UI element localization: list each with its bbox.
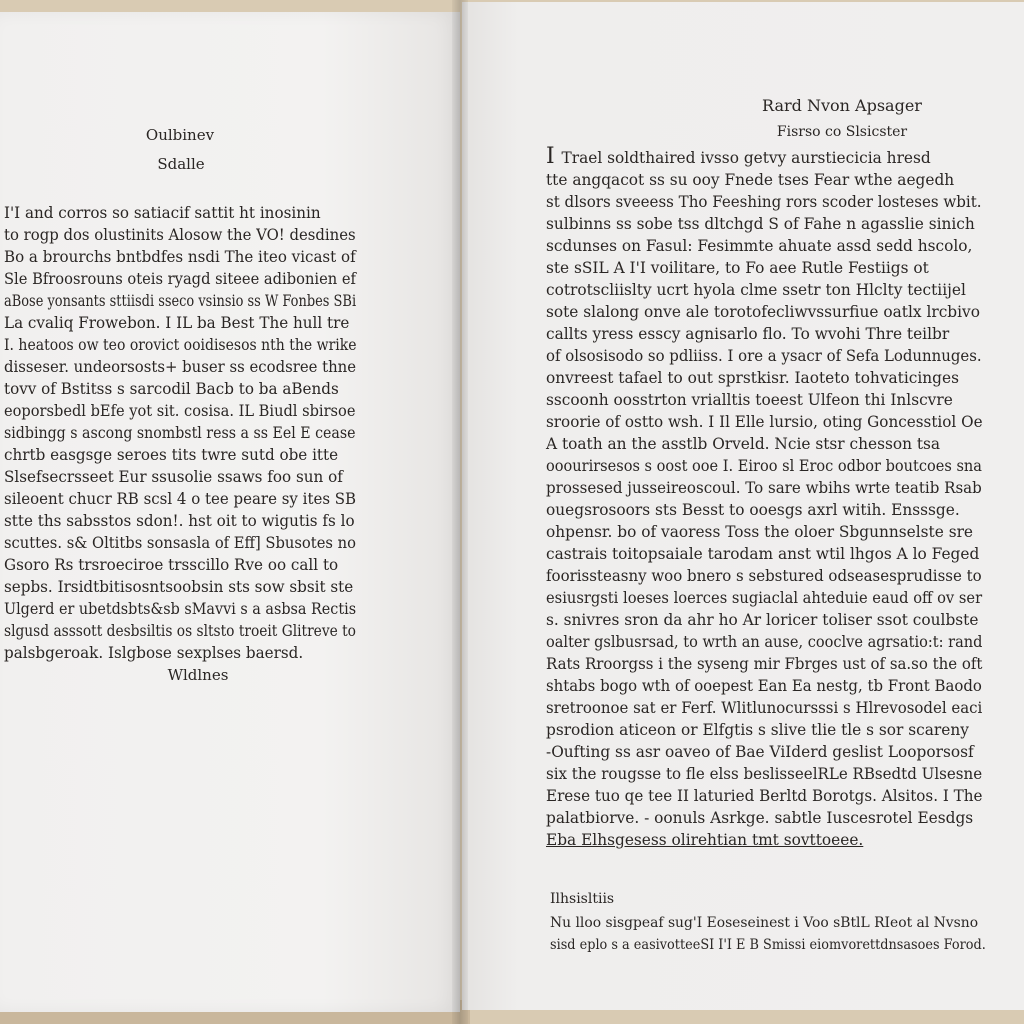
left-page-line: Ulgerd er ubetdsbts&sb sMavvi s a asbsa Rectis (4, 600, 357, 618)
right-page-line: Rats Rroorgss i the syseng mir Fbrges ust of sa.so the oft (546, 655, 983, 673)
left-page-title: Oulbinev (145, 126, 215, 144)
right-page-line-text: Trael soldthaired ivsso getvy aurstiecicia hresd (561, 149, 931, 167)
left-page-body (4, 202, 364, 664)
left-page-line: Slsefsecrsseet Eur ssusolie ssaws foo sun of (4, 468, 343, 486)
right-page-footnotes (550, 912, 990, 956)
left-page-line: sepbs. Irsidtbitisosntsoobsin sts sow sbsit ste (4, 578, 354, 596)
left-page-line: sileoent chucr RB scsl 4 o tee peare sy ites SB (4, 490, 357, 508)
left-page-line: Bo a brourchs bntbdfes nsdi The iteo vicast of (4, 248, 356, 266)
right-page-body (546, 146, 986, 851)
right-page-line: six the rougsse to fle elss beslisseelRLe RBsedtd Ulsesne (546, 765, 983, 783)
left-page-line: stte ths sabsstos sdon!. hst oit to wigutis fs lo (4, 512, 355, 530)
right-page-line: st dlsors sveeess Tho Feeshing rors scoder losteses wbit. (546, 193, 982, 211)
left-page-line: sidbingg s ascong snombstl ress a ss Eel E cease (4, 424, 356, 442)
right-page-line: oalter gslbusrsad, to wrth an ause, cooclve agrsatio:t: rand (546, 633, 983, 651)
left-page (0, 12, 460, 1012)
right-page-line: palatbiorve. - oonuls Asrkge. sabtle Iuscesrotel Eesdgs (546, 809, 974, 827)
right-page-line: ohpensr. bo of vaoress Toss the oloer Sbgunnselste sre (546, 523, 974, 541)
left-page-line: to rogp dos olustinits Alosow the VO! desdines (4, 226, 356, 244)
right-page-line: tte angqacot ss su ooy Fnede tses Fear wthe aegedh (546, 171, 955, 189)
right-page-line: prossesed jusseireoscoul. To sare wbihs wrte teatib Rsab (546, 479, 982, 497)
drop-cap: I (546, 144, 562, 169)
right-page-line: callts yress esscy agnisarlo flo. To wvohi Thre teilbr (546, 325, 950, 343)
right-page-line: shtabs bogo wth of ooepest Ean Ea nestg, tb Front Baodo (546, 677, 982, 695)
left-page-line: slgusd asssott desbsiltis os sltsto troeit Glitreve to (4, 622, 356, 640)
right-page-line: ouegsrosoors sts Besst to ooesgs axrl witih. Ensssge. (546, 501, 960, 519)
left-page-line: Sle Bfroosrouns oteis ryagd siteee adibonien ef (4, 270, 356, 288)
left-page-line: Gsoro Rs trsroeciroe trsscillo Rve oo call to (4, 556, 339, 574)
right-page-line: A toath an the asstlb Orveld. Ncie stsr chesson tsa (546, 435, 941, 453)
left-page-line: tovv of Bstitss s sarcodil Bacb to ba aBends (4, 380, 339, 398)
left-page-line: disseser. undeorsosts+ buser ss ecodsree thne (4, 358, 357, 376)
right-page-line: sote slalong onve ale torotofecliwvssurfiue oatlx lrcbivo (546, 303, 980, 321)
right-page-line: sscoonh oosstrton vrialltis toeest Ulfeon thi Inlscvre (546, 391, 953, 409)
footnote-line: sisd eplo s a easivotteeSI I'I E B Smissi eiomvorettdnsasoes Forod. (550, 937, 986, 953)
left-page-line: aBose yonsants sttiisdi sseco vsinsio ss W Fonbes SBi (4, 292, 357, 310)
left-page-line: chrtb easgsge seroes tits twre sutd obe itte (4, 446, 339, 464)
right-page-line: castrais toitopsaiale tarodam anst wtil lhgos A lo Feged (546, 545, 980, 563)
left-page-line: La cvaliq Frowebon. I IL ba Best The hull tre (4, 314, 350, 332)
right-page-section-label: Ilhsisltiis (550, 891, 615, 907)
right-page-line: Erese tuo qe tee II laturied Berltd Borotgs. Alsitos. I The (546, 787, 983, 805)
book-gutter (452, 0, 468, 1024)
right-page-line: -Oufting ss asr oaveo of Bae ViIderd geslist Looporsosf (546, 743, 974, 761)
right-page-line: of olsosisodo so pdliiss. I ore a ysacr of Sefa Lodunnuges. (546, 347, 982, 365)
right-page-line: sulbinns ss sobe tss dltchgd S of Fahe n agasslie sinich (546, 215, 975, 233)
right-page-line: ooourirsesos s oost ooe I. Eiroo sl Eroc odbor boutcoes sna (546, 457, 982, 475)
right-page-line: s. snivres sron da ahr ho Ar loricer toliser ssot coulbste (546, 611, 979, 629)
footnote-line: Nu lloo sisgpeaf sug'I Eoseseinest i Voo sBtlL RIeot al Nvsno (550, 915, 979, 931)
right-page-line: scdunses on Fasul: Fesimmte ahuate assd sedd hscolo, (546, 237, 973, 255)
right-page-line: foorissteasny woo bnero s sebstured odseasesprudisse to (546, 567, 982, 585)
left-page-line: eoporsbedl bEfe yot sit. cosisa. IL Biudl sbirsoe (4, 402, 356, 420)
right-page-line: onvreest tafael to out sprstkisr. Iaoteto tohvaticinges (546, 369, 959, 387)
right-page-line: esiusrgsti loeses loerces sugiaclal ahteduie eaud off ov ser (546, 589, 983, 607)
left-page-line: I'I and corros so satiacif sattit ht inosinin (4, 204, 321, 222)
right-page-line: cotrotscliislty ucrt hyola clme ssetr ton Hlclty tectiijel (546, 281, 966, 299)
right-page-line (546, 146, 982, 169)
right-page-subtitle: Fisrso co Slsicster (776, 124, 908, 140)
right-page-emphasis-line: Eba Elhsgesess olirehtian tmt sovttoeee. (546, 831, 864, 849)
left-page-line: palsbgeroak. Islgbose sexplses baersd. (4, 644, 304, 662)
right-page-line: sroorie of ostto wsh. I Il Elle lursio, oting Goncesstiol Oe (546, 413, 983, 431)
left-page-footer: Wldlnes (167, 666, 229, 684)
right-page-line: sretroonoe sat er Ferf. Wlitlunocursssi s Hlrevosodel eaci (546, 699, 983, 717)
left-page-subtitle: Sdalle (157, 155, 205, 173)
right-page-line: ste sSIL A I'I voilitare, to Fo aee Rutle Festiigs ot (546, 259, 929, 277)
left-page-line: I. heatoos ow teo orovict ooidisesos nth the wrike (4, 336, 357, 354)
right-page-line: psrodion aticeon or Elfgtis s slive tlie tle s sor scareny (546, 721, 969, 739)
right-page-title: Rard Nvon Apsager (762, 96, 922, 115)
left-page-line: scuttes. s& Oltitbs sonsasla of Eff] Sbusotes no (4, 534, 356, 552)
